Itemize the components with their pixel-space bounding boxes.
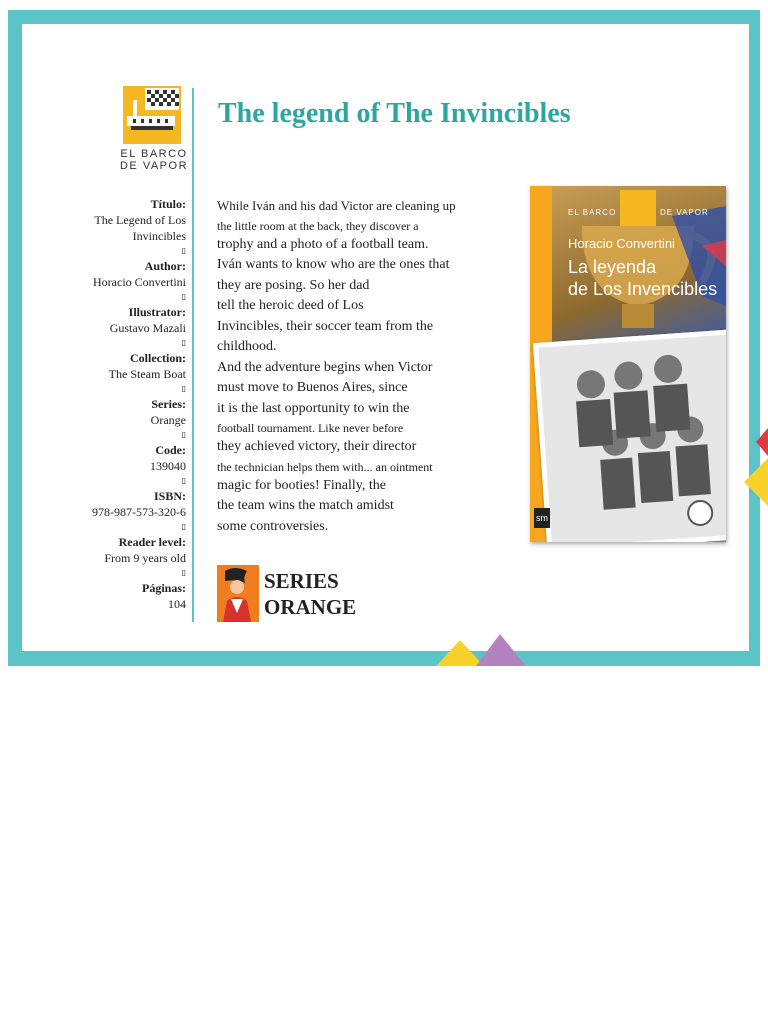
- meta-value: 978-987-573-320-6: [92, 505, 186, 519]
- synopsis-line: And the adventure begins when Victor: [217, 359, 433, 375]
- synopsis-line: Iván wants to know who are the ones that: [217, 257, 450, 272]
- series-label: [264, 568, 356, 620]
- missing-glyph-icon: ▯: [181, 246, 186, 255]
- synopsis-line: it is the last opportunity to win the: [217, 400, 410, 416]
- cover-brand-right: DE VAPOR: [660, 208, 709, 217]
- meta-label: Reader level:: [118, 535, 186, 549]
- vertical-divider: [192, 88, 194, 622]
- cover-brand-left: EL BARCO: [568, 208, 617, 217]
- synopsis-line: childhood.: [217, 339, 277, 354]
- missing-glyph-icon: ▯: [181, 292, 186, 301]
- cover-publisher-mark: sm: [534, 508, 550, 528]
- cover-team-photo: [533, 329, 726, 542]
- meta-value: 139040: [150, 459, 186, 473]
- decorative-triangles-right: [740, 428, 768, 528]
- meta-value: Invincibles: [132, 229, 186, 243]
- synopsis-line: the little room at the back, they discover a: [217, 218, 419, 233]
- meta-label: Author:: [144, 259, 186, 273]
- triangle-yellow: [436, 640, 484, 666]
- cover-title-line-1: La leyenda: [568, 257, 657, 277]
- synopsis-line: they are posing. So her dad: [217, 277, 370, 293]
- synopsis-line: football tournament. Like never before: [217, 421, 404, 435]
- missing-glyph-icon: ▯: [181, 476, 186, 485]
- missing-glyph-icon: ▯: [181, 430, 186, 439]
- series-badge-icon: [217, 565, 259, 622]
- synopsis-line: tell the heroic deed of Los: [217, 298, 364, 313]
- meta-label: ISBN:: [153, 489, 186, 503]
- decorative-triangles-bottom: [436, 634, 528, 668]
- triangle-purple: [476, 634, 526, 666]
- cover-title-line-2: de Los Invencibles: [568, 279, 718, 299]
- book-cover: [530, 186, 726, 542]
- meta-label: Páginas:: [141, 581, 186, 595]
- cover-title: [568, 256, 717, 300]
- logo-line-1: EL BARCO: [120, 148, 188, 160]
- series-label-line-2: ORANGE: [264, 595, 357, 619]
- synopsis-line: While Iván and his dad Victor are cleaning up: [217, 198, 456, 213]
- triangle-yellow-right: [744, 458, 768, 506]
- meta-value: Gustavo Mazali: [109, 321, 186, 335]
- triangle-red: [756, 428, 768, 456]
- synopsis-line: Invincibles, their soccer team from the: [217, 318, 434, 334]
- synopsis-line: the team wins the match amidst: [217, 498, 394, 513]
- meta-value: The Steam Boat: [108, 367, 186, 381]
- missing-glyph-icon: ▯: [181, 568, 186, 577]
- synopsis: [217, 196, 517, 537]
- series-label-line-1: SERIES: [264, 569, 339, 593]
- page-title: The legend of The Invincibles: [218, 98, 571, 129]
- synopsis-line: they achieved victory, their director: [217, 439, 417, 454]
- book-metadata: [30, 196, 186, 612]
- cover-author: Horacio Convertini: [568, 236, 675, 251]
- synopsis-line: trophy and a photo of a football team.: [217, 236, 429, 252]
- meta-value: The Legend of Los: [94, 213, 186, 227]
- meta-label: Collection:: [130, 351, 186, 365]
- meta-label: Series:: [151, 397, 186, 411]
- synopsis-line: must move to Buenos Aires, since: [217, 380, 408, 395]
- meta-label: Code:: [155, 443, 186, 457]
- meta-value: 104: [168, 597, 186, 611]
- missing-glyph-icon: ▯: [181, 384, 186, 393]
- missing-glyph-icon: ▯: [181, 338, 186, 347]
- meta-value: Horacio Convertini: [93, 275, 186, 289]
- cover-logo-icon: [620, 190, 656, 226]
- synopsis-line: magic for booties! Finally, the: [217, 477, 386, 493]
- steamboat-logo-icon: [123, 86, 181, 144]
- logo-wordmark: [112, 148, 196, 172]
- missing-glyph-icon: ▯: [181, 522, 186, 531]
- logo-line-2: DE VAPOR: [119, 160, 189, 172]
- synopsis-line: some controversies.: [217, 518, 329, 534]
- meta-value: Orange: [150, 413, 186, 427]
- synopsis-line: the technician helps them with... an ointment: [217, 459, 433, 474]
- meta-label: Título:: [150, 197, 186, 211]
- meta-value: From 9 years old: [104, 551, 186, 565]
- meta-label: Illustrator:: [128, 305, 186, 319]
